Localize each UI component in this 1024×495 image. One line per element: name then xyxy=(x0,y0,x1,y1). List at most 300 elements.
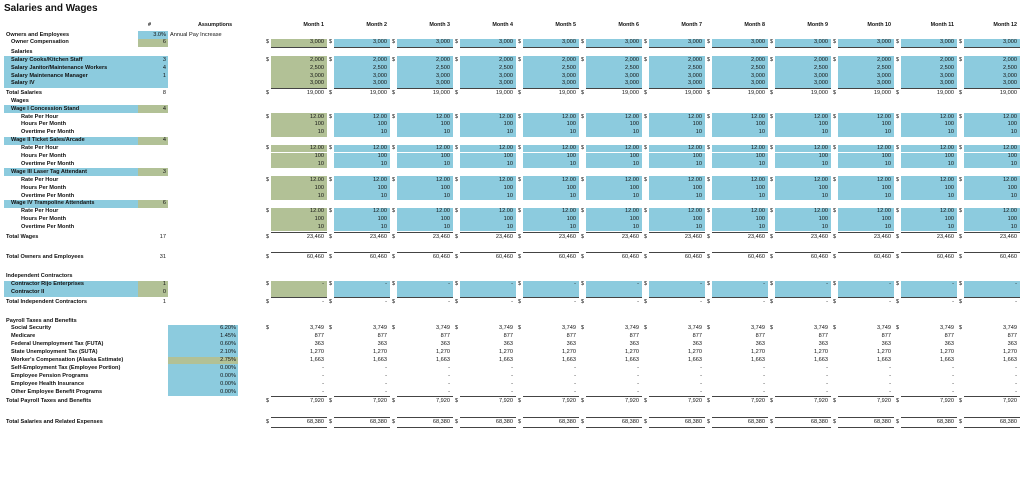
month-cell[interactable]: 12.00 xyxy=(436,145,450,152)
month-cell[interactable]: 12.00 xyxy=(1003,208,1017,215)
month-cell: 877 xyxy=(503,333,513,340)
currency-sign: $ xyxy=(392,145,395,152)
row-count[interactable]: 4 xyxy=(162,105,166,112)
month-cell[interactable]: 12.00 xyxy=(499,113,513,120)
month-cell[interactable]: 2,500 xyxy=(499,64,513,71)
row-label: Salary IV xyxy=(11,80,35,87)
month-cell[interactable]: 3,000 xyxy=(499,72,513,79)
month-cell[interactable]: 100 xyxy=(1007,184,1017,191)
month-cell[interactable]: 10 xyxy=(821,160,828,167)
currency-sign: $ xyxy=(707,113,710,120)
month-cell: 19,000 xyxy=(936,89,954,96)
month-cell[interactable]: 10 xyxy=(317,224,324,231)
month-cell: 60,460 xyxy=(873,254,891,261)
currency-sign: $ xyxy=(770,39,773,46)
month-cell[interactable]: 2,500 xyxy=(940,64,954,71)
month-cell[interactable]: 100 xyxy=(629,153,639,159)
month-cell[interactable]: 10 xyxy=(947,192,954,199)
month-cell: 68,380 xyxy=(432,419,450,426)
row-count[interactable]: 1 xyxy=(162,281,166,288)
month-cell[interactable]: 3,000 xyxy=(625,80,639,87)
month-cell[interactable]: 12.00 xyxy=(751,113,765,120)
row-count[interactable]: 0 xyxy=(162,289,166,296)
month-cell: 23,460 xyxy=(810,233,828,240)
currency-sign: $ xyxy=(392,113,395,120)
month-cell[interactable]: 100 xyxy=(314,121,324,128)
month-cell[interactable]: 10 xyxy=(821,192,828,199)
month-cell[interactable]: 100 xyxy=(629,216,639,223)
month-cell[interactable]: 10 xyxy=(758,192,765,199)
month-cell[interactable]: 10 xyxy=(821,129,828,136)
row-count[interactable]: 3 xyxy=(162,168,166,175)
month-cell[interactable]: 10 xyxy=(695,224,702,231)
month-cell[interactable]: 12.00 xyxy=(877,176,891,183)
month-cell[interactable]: 10 xyxy=(317,129,324,136)
month-cell[interactable]: 12.00 xyxy=(625,113,639,120)
assumption-value[interactable]: 0.00% xyxy=(220,380,236,387)
month-cell[interactable]: - xyxy=(511,281,513,288)
currency-sign: $ xyxy=(518,325,521,332)
month-cell[interactable]: 12.00 xyxy=(625,145,639,152)
month-cell[interactable]: 100 xyxy=(881,184,891,191)
month-cell[interactable]: 3,000 xyxy=(499,39,513,46)
month-cell[interactable]: 3,000 xyxy=(373,39,387,46)
month-cell: - xyxy=(889,372,891,379)
month-cell[interactable]: 3,000 xyxy=(688,72,702,79)
currency-sign: $ xyxy=(392,89,395,96)
month-cell[interactable]: 2,000 xyxy=(814,56,828,63)
month-cell[interactable]: 2,000 xyxy=(562,56,576,63)
month-cell[interactable]: 3,000 xyxy=(499,80,513,87)
month-cell[interactable]: 10 xyxy=(380,224,387,231)
month-cell: - xyxy=(511,298,513,305)
month-cell[interactable]: 3,000 xyxy=(562,72,576,79)
month-cell[interactable]: 12.00 xyxy=(562,208,576,215)
currency-sign: $ xyxy=(266,89,269,96)
month-cell[interactable]: 12.00 xyxy=(814,113,828,120)
assumption-value[interactable]: 0.60% xyxy=(220,341,236,348)
row-label: Overtime Per Month xyxy=(21,224,75,231)
assumption-value[interactable]: 2.10% xyxy=(220,349,236,356)
month-cell[interactable]: 12.00 xyxy=(436,176,450,183)
currency-sign: $ xyxy=(392,208,395,215)
month-cell[interactable]: - xyxy=(448,281,450,288)
month-cell[interactable]: 10 xyxy=(695,192,702,199)
month-cell: - xyxy=(700,388,702,395)
month-cell[interactable]: 12.00 xyxy=(562,113,576,120)
month-cell: 60,460 xyxy=(495,254,513,261)
month-cell[interactable]: 3,000 xyxy=(814,72,828,79)
month-cell[interactable]: 100 xyxy=(692,153,702,159)
month-cell[interactable]: 100 xyxy=(314,153,324,159)
month-cell[interactable]: 12.00 xyxy=(877,145,891,152)
month-cell[interactable]: 12.00 xyxy=(940,176,954,183)
month-cell[interactable]: 3,000 xyxy=(625,72,639,79)
month-cell[interactable]: 12.00 xyxy=(877,113,891,120)
month-cell[interactable]: 12.00 xyxy=(436,113,450,120)
month-cell[interactable]: 10 xyxy=(758,224,765,231)
row-count[interactable]: 3.0% xyxy=(153,31,166,38)
month-cell[interactable]: 12.00 xyxy=(499,145,513,152)
month-cell[interactable]: 12.00 xyxy=(688,145,702,152)
month-cell[interactable]: 12.00 xyxy=(310,208,324,215)
currency-sign: $ xyxy=(266,419,269,426)
month-cell[interactable]: 100 xyxy=(755,121,765,128)
month-cell[interactable]: 3,000 xyxy=(940,72,954,79)
month-cell[interactable]: 12.00 xyxy=(814,176,828,183)
currency-sign: $ xyxy=(896,89,899,96)
month-cell[interactable]: 3,000 xyxy=(814,39,828,46)
month-cell[interactable]: 10 xyxy=(569,192,576,199)
month-cell[interactable]: 10 xyxy=(632,192,639,199)
month-cell[interactable]: 12.00 xyxy=(625,208,639,215)
month-cell[interactable]: 100 xyxy=(818,216,828,223)
row-count[interactable]: 1 xyxy=(162,72,166,79)
month-cell[interactable]: 100 xyxy=(692,184,702,191)
month-cell[interactable]: 10 xyxy=(1010,129,1017,136)
month-cell[interactable]: 10 xyxy=(317,192,324,199)
month-cell: 3,749 xyxy=(940,325,954,332)
currency-sign: $ xyxy=(518,298,521,305)
month-cell[interactable]: 10 xyxy=(632,129,639,136)
month-cell[interactable]: 100 xyxy=(692,216,702,223)
month-cell[interactable]: 10 xyxy=(632,160,639,167)
month-cell[interactable]: 10 xyxy=(884,192,891,199)
month-cell: 877 xyxy=(629,333,639,340)
month-cell[interactable]: 10 xyxy=(1010,224,1017,231)
month-cell[interactable]: 2,000 xyxy=(688,56,702,63)
month-cell[interactable]: 100 xyxy=(377,121,387,128)
month-cell[interactable]: 12.00 xyxy=(751,208,765,215)
month-cell[interactable]: 3,000 xyxy=(940,80,954,87)
currency-sign: $ xyxy=(833,39,836,46)
month-cell[interactable]: 3,000 xyxy=(436,72,450,79)
month-cell[interactable]: - xyxy=(700,281,702,288)
month-cell[interactable]: 3,000 xyxy=(625,39,639,46)
total-rule xyxy=(649,417,705,418)
header-month: Month 11 xyxy=(930,22,954,28)
month-cell[interactable]: 12.00 xyxy=(310,113,324,120)
assumption-value[interactable]: 0.00% xyxy=(220,372,236,379)
currency-sign: $ xyxy=(896,254,899,261)
month-cell[interactable]: 100 xyxy=(566,184,576,191)
month-cell[interactable]: 12.00 xyxy=(310,145,324,152)
month-cell[interactable]: 100 xyxy=(818,121,828,128)
month-cell[interactable]: 10 xyxy=(506,192,513,199)
month-cell[interactable]: 2,000 xyxy=(499,56,513,63)
month-cell[interactable]: 10 xyxy=(1010,192,1017,199)
month-cell[interactable]: 10 xyxy=(380,129,387,136)
month-cell[interactable]: 10 xyxy=(947,160,954,167)
month-cell[interactable]: 12.00 xyxy=(562,145,576,152)
month-cell[interactable]: 12.00 xyxy=(940,145,954,152)
month-cell[interactable]: 100 xyxy=(503,216,513,223)
month-cell: 68,380 xyxy=(999,419,1017,426)
month-cell[interactable]: 10 xyxy=(506,160,513,167)
month-cell[interactable]: - xyxy=(1015,281,1017,288)
month-cell[interactable]: 10 xyxy=(443,129,450,136)
month-cell[interactable]: 100 xyxy=(944,121,954,128)
month-cell[interactable]: 100 xyxy=(1007,121,1017,128)
month-cell[interactable]: 100 xyxy=(566,153,576,159)
header-month: Month 1 xyxy=(303,22,324,28)
month-cell[interactable]: - xyxy=(574,281,576,288)
month-cell[interactable]: 100 xyxy=(440,153,450,159)
month-cell[interactable]: 3,000 xyxy=(814,80,828,87)
month-cell[interactable]: 10 xyxy=(443,160,450,167)
month-cell[interactable]: 3,000 xyxy=(373,72,387,79)
month-cell[interactable]: 100 xyxy=(629,184,639,191)
row-label: Hours Per Month xyxy=(21,121,67,128)
month-cell[interactable]: 10 xyxy=(758,129,765,136)
month-cell[interactable]: 12.00 xyxy=(877,208,891,215)
month-cell[interactable]: - xyxy=(763,281,765,288)
month-cell[interactable]: 100 xyxy=(503,184,513,191)
month-cell[interactable]: 12.00 xyxy=(688,113,702,120)
month-cell[interactable]: 3,000 xyxy=(751,39,765,46)
month-cell[interactable]: 10 xyxy=(884,160,891,167)
month-cell[interactable]: - xyxy=(322,281,324,288)
month-cell[interactable]: 2,500 xyxy=(814,64,828,71)
row-label: State Unemployment Tax (SUTA) xyxy=(11,349,98,356)
month-cell[interactable]: 10 xyxy=(443,224,450,231)
currency-sign: $ xyxy=(707,281,710,288)
row-count[interactable]: 3 xyxy=(162,56,166,63)
month-cell[interactable]: 100 xyxy=(503,121,513,128)
month-cell[interactable]: 2,500 xyxy=(625,64,639,71)
month-cell[interactable]: 100 xyxy=(566,216,576,223)
month-cell[interactable]: 100 xyxy=(440,216,450,223)
month-cell[interactable]: 2,000 xyxy=(940,56,954,63)
header-month: Month 6 xyxy=(618,22,639,28)
month-cell[interactable]: 2,500 xyxy=(562,64,576,71)
month-cell[interactable]: 100 xyxy=(566,121,576,128)
month-cell[interactable]: 10 xyxy=(884,129,891,136)
month-cell[interactable]: 100 xyxy=(755,216,765,223)
currency-sign: $ xyxy=(770,281,773,288)
month-cell[interactable]: 100 xyxy=(944,153,954,159)
month-cell[interactable]: 10 xyxy=(947,224,954,231)
month-cell[interactable]: 3,000 xyxy=(940,39,954,46)
month-cell[interactable]: 100 xyxy=(944,216,954,223)
header-month: Month 3 xyxy=(429,22,450,28)
month-cell[interactable]: 10 xyxy=(443,192,450,199)
month-cell[interactable]: 100 xyxy=(881,121,891,128)
month-cell[interactable]: 10 xyxy=(947,129,954,136)
month-cell[interactable]: 12.00 xyxy=(373,176,387,183)
month-cell[interactable]: 100 xyxy=(818,184,828,191)
month-cell[interactable]: 100 xyxy=(503,153,513,159)
month-cell[interactable]: 2,000 xyxy=(436,56,450,63)
month-cell[interactable]: 2,500 xyxy=(1003,64,1017,71)
row-count: 8 xyxy=(162,89,166,96)
month-cell[interactable]: 100 xyxy=(755,184,765,191)
currency-sign: $ xyxy=(392,419,395,426)
month-cell[interactable]: 3,000 xyxy=(310,80,324,87)
row-count[interactable]: 6 xyxy=(162,200,166,207)
month-cell: - xyxy=(637,372,639,379)
month-cell[interactable]: 10 xyxy=(569,160,576,167)
month-cell[interactable]: - xyxy=(952,281,954,288)
month-cell: - xyxy=(574,372,576,379)
month-cell[interactable]: 100 xyxy=(440,121,450,128)
month-cell[interactable]: 10 xyxy=(821,224,828,231)
row-label: Wages xyxy=(11,97,29,104)
month-cell[interactable]: 3,000 xyxy=(877,72,891,79)
assumption-value[interactable]: 1.45% xyxy=(220,333,236,340)
month-cell[interactable]: 2,500 xyxy=(688,64,702,71)
month-cell[interactable]: 2,500 xyxy=(436,64,450,71)
month-cell[interactable]: 2,000 xyxy=(1003,56,1017,63)
month-cell[interactable]: 100 xyxy=(377,153,387,159)
month-cell[interactable]: 12.00 xyxy=(940,113,954,120)
currency-sign: $ xyxy=(581,298,584,305)
assumption-value[interactable]: 6.20% xyxy=(220,325,236,332)
month-cell[interactable]: 12.00 xyxy=(373,113,387,120)
month-cell[interactable]: 3,000 xyxy=(751,72,765,79)
month-cell[interactable]: 12.00 xyxy=(625,176,639,183)
month-cell[interactable]: 100 xyxy=(692,121,702,128)
currency-sign: $ xyxy=(581,419,584,426)
month-cell[interactable]: 3,000 xyxy=(751,80,765,87)
month-cell[interactable]: 12.00 xyxy=(1003,113,1017,120)
month-cell[interactable]: 3,000 xyxy=(562,80,576,87)
month-cell[interactable]: 10 xyxy=(506,129,513,136)
month-cell[interactable]: 100 xyxy=(314,216,324,223)
assumption-value[interactable]: 0.00% xyxy=(220,364,236,371)
month-cell[interactable]: - xyxy=(826,281,828,288)
month-cell[interactable]: 2,500 xyxy=(877,64,891,71)
month-cell[interactable]: 2,000 xyxy=(877,56,891,63)
month-cell[interactable]: 10 xyxy=(380,160,387,167)
currency-sign: $ xyxy=(833,113,836,120)
currency-sign: $ xyxy=(959,208,962,215)
month-cell[interactable]: 12.00 xyxy=(751,176,765,183)
month-cell[interactable]: 3,000 xyxy=(877,39,891,46)
month-cell[interactable]: 100 xyxy=(377,184,387,191)
month-cell[interactable]: 12.00 xyxy=(562,176,576,183)
month-cell[interactable]: 12.00 xyxy=(373,145,387,152)
month-cell[interactable]: 100 xyxy=(881,153,891,159)
month-cell[interactable]: 3,000 xyxy=(1003,72,1017,79)
month-cell[interactable]: 2,000 xyxy=(625,56,639,63)
currency-sign: $ xyxy=(959,89,962,96)
month-cell[interactable]: - xyxy=(385,281,387,288)
month-cell[interactable]: 100 xyxy=(440,184,450,191)
month-cell[interactable]: 10 xyxy=(695,160,702,167)
subtotal-rule xyxy=(838,47,894,48)
currency-sign: $ xyxy=(329,145,332,152)
month-cell[interactable]: 12.00 xyxy=(814,145,828,152)
month-cell[interactable]: 100 xyxy=(1007,153,1017,159)
month-cell[interactable]: 2,000 xyxy=(751,56,765,63)
month-cell[interactable]: 10 xyxy=(380,192,387,199)
month-cell: 877 xyxy=(944,333,954,340)
currency-sign: $ xyxy=(770,398,773,405)
month-cell[interactable]: 12.00 xyxy=(1003,145,1017,152)
row-count[interactable]: 6 xyxy=(162,39,166,46)
row-label: Total Independent Contractors xyxy=(6,298,88,305)
month-cell[interactable]: 10 xyxy=(1010,160,1017,167)
month-cell[interactable]: 12.00 xyxy=(688,176,702,183)
month-cell[interactable]: 2,000 xyxy=(310,56,324,63)
month-cell[interactable]: 12.00 xyxy=(499,208,513,215)
month-cell[interactable]: 10 xyxy=(632,224,639,231)
currency-sign: $ xyxy=(959,398,962,405)
month-cell[interactable]: 12.00 xyxy=(751,145,765,152)
month-cell: 877 xyxy=(881,333,891,340)
month-cell[interactable]: - xyxy=(889,281,891,288)
month-cell[interactable]: 10 xyxy=(569,224,576,231)
month-cell[interactable]: 10 xyxy=(569,129,576,136)
month-cell[interactable]: 2,500 xyxy=(373,64,387,71)
double-rule xyxy=(838,427,894,428)
currency-sign: $ xyxy=(959,39,962,46)
month-cell[interactable]: 100 xyxy=(818,153,828,159)
month-cell[interactable]: 100 xyxy=(377,216,387,223)
month-cell[interactable]: 12.00 xyxy=(373,208,387,215)
row-label: Employee Pension Programs xyxy=(11,372,89,379)
month-cell[interactable]: 12.00 xyxy=(1003,176,1017,183)
month-cell[interactable]: 100 xyxy=(944,184,954,191)
month-cell[interactable]: 100 xyxy=(881,216,891,223)
currency-sign: $ xyxy=(959,325,962,332)
month-cell[interactable]: 100 xyxy=(1007,216,1017,223)
currency-sign: $ xyxy=(896,56,899,63)
month-cell[interactable]: 10 xyxy=(506,224,513,231)
row-count[interactable]: 4 xyxy=(162,137,166,144)
month-cell[interactable]: 3,000 xyxy=(1003,80,1017,87)
month-cell[interactable]: 10 xyxy=(884,224,891,231)
month-cell[interactable]: 12.00 xyxy=(499,176,513,183)
month-cell[interactable]: 3,000 xyxy=(310,39,324,46)
month-cell[interactable]: 3,000 xyxy=(310,72,324,79)
month-cell[interactable]: 12.00 xyxy=(436,208,450,215)
month-cell[interactable]: 3,000 xyxy=(436,39,450,46)
month-cell[interactable]: 100 xyxy=(629,121,639,128)
currency-sign: $ xyxy=(518,89,521,96)
row-label: Salary Cooks/Kitchen Staff xyxy=(11,56,83,63)
month-cell[interactable]: 3,000 xyxy=(373,80,387,87)
month-cell[interactable]: - xyxy=(637,281,639,288)
month-cell[interactable]: 10 xyxy=(317,160,324,167)
currency-sign: $ xyxy=(455,208,458,215)
currency-sign: $ xyxy=(770,254,773,261)
month-cell[interactable]: 3,000 xyxy=(688,80,702,87)
month-cell[interactable]: 12.00 xyxy=(814,208,828,215)
row-count[interactable]: 4 xyxy=(162,64,166,71)
month-cell[interactable]: 12.00 xyxy=(940,208,954,215)
month-cell[interactable]: 3,000 xyxy=(562,39,576,46)
month-cell[interactable]: 100 xyxy=(314,184,324,191)
month-cell[interactable]: 10 xyxy=(758,160,765,167)
cell-fill xyxy=(523,289,579,297)
month-cell[interactable]: 3,000 xyxy=(877,80,891,87)
month-cell[interactable]: 100 xyxy=(755,153,765,159)
month-cell[interactable]: 12.00 xyxy=(310,176,324,183)
month-cell: - xyxy=(889,298,891,305)
month-cell[interactable]: 10 xyxy=(695,129,702,136)
month-cell[interactable]: 3,000 xyxy=(1003,39,1017,46)
month-cell[interactable]: 2,500 xyxy=(751,64,765,71)
month-cell[interactable]: 2,500 xyxy=(310,64,324,71)
month-cell[interactable]: 3,000 xyxy=(688,39,702,46)
assumption-value[interactable]: 2.75% xyxy=(220,357,236,364)
month-cell[interactable]: 3,000 xyxy=(436,80,450,87)
assumption-value[interactable]: 0.00% xyxy=(220,388,236,395)
month-cell[interactable]: 2,000 xyxy=(373,56,387,63)
month-cell[interactable]: 12.00 xyxy=(688,208,702,215)
